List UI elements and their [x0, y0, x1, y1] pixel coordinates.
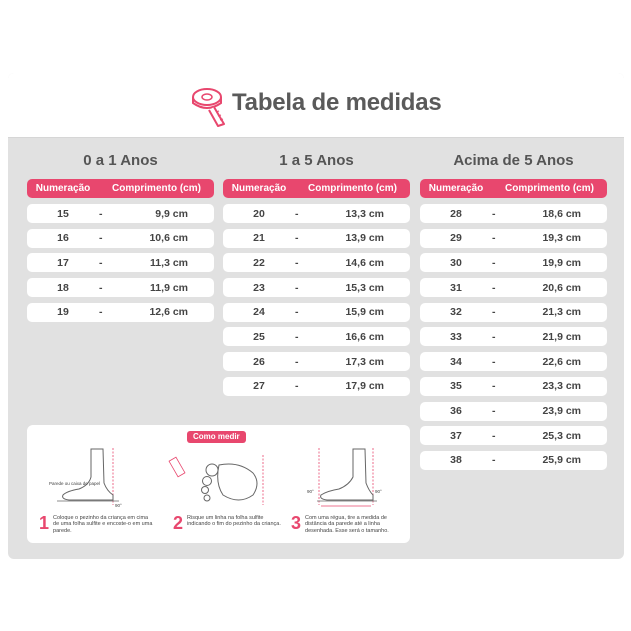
size-number: 31 [450, 281, 462, 294]
table-row [420, 426, 607, 445]
table-row [420, 352, 607, 371]
separator: - [492, 429, 496, 442]
foot-length: 17,3 cm [345, 355, 384, 368]
size-number: 28 [450, 207, 462, 220]
step-text: Coloque o pezinho da criança em cima de uma folha sulfite e encoste-o em uma parede. [53, 515, 153, 534]
foot-length: 18,6 cm [542, 207, 581, 220]
table-row [223, 327, 410, 346]
step-2 [173, 513, 287, 541]
step-number: 2 [173, 513, 184, 533]
step-1 [39, 513, 153, 541]
separator: - [492, 256, 496, 269]
step-text: Risque um linha na folha sulfite indicando o fim do pezinho da criança. [187, 515, 281, 528]
table-row [223, 352, 410, 371]
size-number: 18 [57, 281, 69, 294]
header-numeracao: Numeração [35, 183, 91, 194]
foot-wall-icon [49, 448, 122, 508]
table-row [223, 278, 410, 297]
foot-length: 20,6 cm [542, 281, 581, 294]
footprint-icon [169, 455, 263, 505]
header-numeracao: Numeração [428, 183, 484, 194]
foot-length: 15,9 cm [345, 306, 384, 319]
size-number: 38 [450, 454, 462, 467]
separator: - [492, 405, 496, 417]
table-row [420, 402, 607, 421]
table-row [420, 278, 607, 297]
column-title: Acima de 5 Anos [453, 152, 574, 169]
foot-length: 9,9 cm [155, 207, 188, 220]
foot-length: 17,9 cm [345, 380, 384, 393]
table-row [27, 253, 214, 272]
header-numeracao: Numeração [231, 183, 287, 194]
size-number: 27 [253, 380, 265, 393]
how-to-measure-badge: Como medir [187, 431, 246, 443]
foot-length: 15,3 cm [345, 281, 384, 294]
size-number: 26 [253, 355, 265, 368]
measuring-tape-icon [190, 87, 228, 127]
size-number: 35 [450, 380, 462, 393]
ruler-measure-icon [307, 448, 382, 506]
foot-length: 21,9 cm [542, 330, 581, 343]
foot-length: 12,6 cm [149, 306, 188, 319]
foot-length: 11,9 cm [150, 281, 188, 294]
separator: - [295, 355, 299, 368]
table-row [27, 303, 214, 322]
size-number: 22 [253, 256, 265, 269]
table-row [420, 327, 607, 346]
size-number: 23 [253, 281, 265, 294]
table-row [223, 229, 410, 248]
header-comprimento: Comprimento (cm) [112, 183, 201, 194]
table-row [420, 303, 607, 322]
foot-length: 25,3 cm [542, 429, 581, 442]
table-row [420, 204, 607, 223]
angle-label-2: 90° [307, 489, 314, 494]
separator: - [295, 380, 299, 393]
table-row [420, 377, 607, 396]
separator: - [99, 207, 103, 220]
table-row [223, 253, 410, 272]
size-number: 17 [57, 256, 69, 269]
foot-length: 13,3 cm [345, 207, 384, 220]
separator: - [295, 232, 299, 245]
how-to-measure-panel [27, 425, 410, 543]
separator: - [492, 232, 496, 245]
size-number: 24 [253, 306, 265, 319]
table-row [223, 377, 410, 396]
separator: - [492, 306, 496, 319]
size-number: 21 [253, 232, 265, 245]
how-to-measure-illustration [27, 443, 410, 513]
table-row [223, 204, 410, 223]
size-number: 33 [450, 330, 462, 343]
size-column-1-5 [223, 150, 410, 402]
table-row [27, 229, 214, 248]
table-row [420, 229, 607, 248]
table-row [223, 303, 410, 322]
separator: - [492, 355, 496, 368]
step-text: Com uma régua, tire a medida de distância da parede até a linha desenhada. Esse será o tamanho. [305, 515, 389, 534]
size-number: 30 [450, 256, 462, 269]
foot-length: 25,9 cm [542, 454, 581, 467]
size-rows [223, 204, 410, 396]
step-number: 3 [291, 513, 302, 533]
size-column-5-plus [420, 150, 607, 476]
foot-length: 23,9 cm [542, 405, 581, 417]
column-header [27, 179, 214, 198]
foot-length: 16,6 cm [345, 330, 384, 343]
separator: - [492, 207, 496, 220]
size-number: 19 [57, 306, 69, 319]
separator: - [295, 330, 299, 343]
foot-length: 21,3 cm [542, 306, 581, 319]
table-row [420, 451, 607, 470]
size-number: 16 [57, 232, 69, 245]
step-number: 1 [39, 513, 50, 533]
table-row [27, 278, 214, 297]
size-number: 15 [57, 207, 69, 220]
foot-length: 19,3 cm [542, 232, 581, 245]
angle-label-1: 90° [115, 503, 122, 508]
separator: - [99, 281, 103, 294]
card-header [8, 73, 624, 138]
separator: - [99, 256, 103, 269]
foot-length: 23,3 cm [542, 380, 581, 393]
size-number: 36 [450, 405, 462, 417]
separator: - [492, 330, 496, 343]
header-comprimento: Comprimento (cm) [308, 183, 397, 194]
separator: - [99, 306, 103, 319]
size-number: 34 [450, 355, 462, 368]
table-row [420, 253, 607, 272]
size-number: 25 [253, 330, 265, 343]
size-rows [420, 204, 607, 470]
separator: - [295, 256, 299, 269]
column-header [223, 179, 410, 198]
size-table-card [8, 73, 624, 559]
size-number: 20 [253, 207, 265, 220]
table-row [27, 204, 214, 223]
size-number: 32 [450, 306, 462, 319]
separator: - [492, 380, 496, 393]
separator: - [295, 281, 299, 294]
wall-label: Parede ou caixa de papel [49, 481, 101, 486]
separator: - [492, 454, 496, 467]
angle-label-3: 90° [375, 489, 382, 494]
separator: - [295, 306, 299, 319]
size-number: 29 [450, 232, 462, 245]
page-title: Tabela de medidas [232, 89, 442, 116]
separator: - [492, 281, 496, 294]
foot-length: 19,9 cm [542, 256, 581, 269]
size-column-0-1 [27, 150, 214, 327]
step-3 [291, 513, 405, 541]
foot-length: 11,3 cm [150, 256, 188, 269]
foot-length: 14,6 cm [345, 256, 384, 269]
header-comprimento: Comprimento (cm) [505, 183, 594, 194]
foot-length: 10,6 cm [149, 232, 188, 245]
column-title: 1 a 5 Anos [279, 152, 354, 169]
foot-length: 22,6 cm [542, 355, 581, 368]
column-title: 0 a 1 Anos [83, 152, 158, 169]
separator: - [99, 232, 103, 245]
size-number: 37 [450, 429, 462, 442]
column-header [420, 179, 607, 198]
size-rows [27, 204, 214, 322]
separator: - [295, 207, 299, 220]
foot-length: 13,9 cm [345, 232, 384, 245]
